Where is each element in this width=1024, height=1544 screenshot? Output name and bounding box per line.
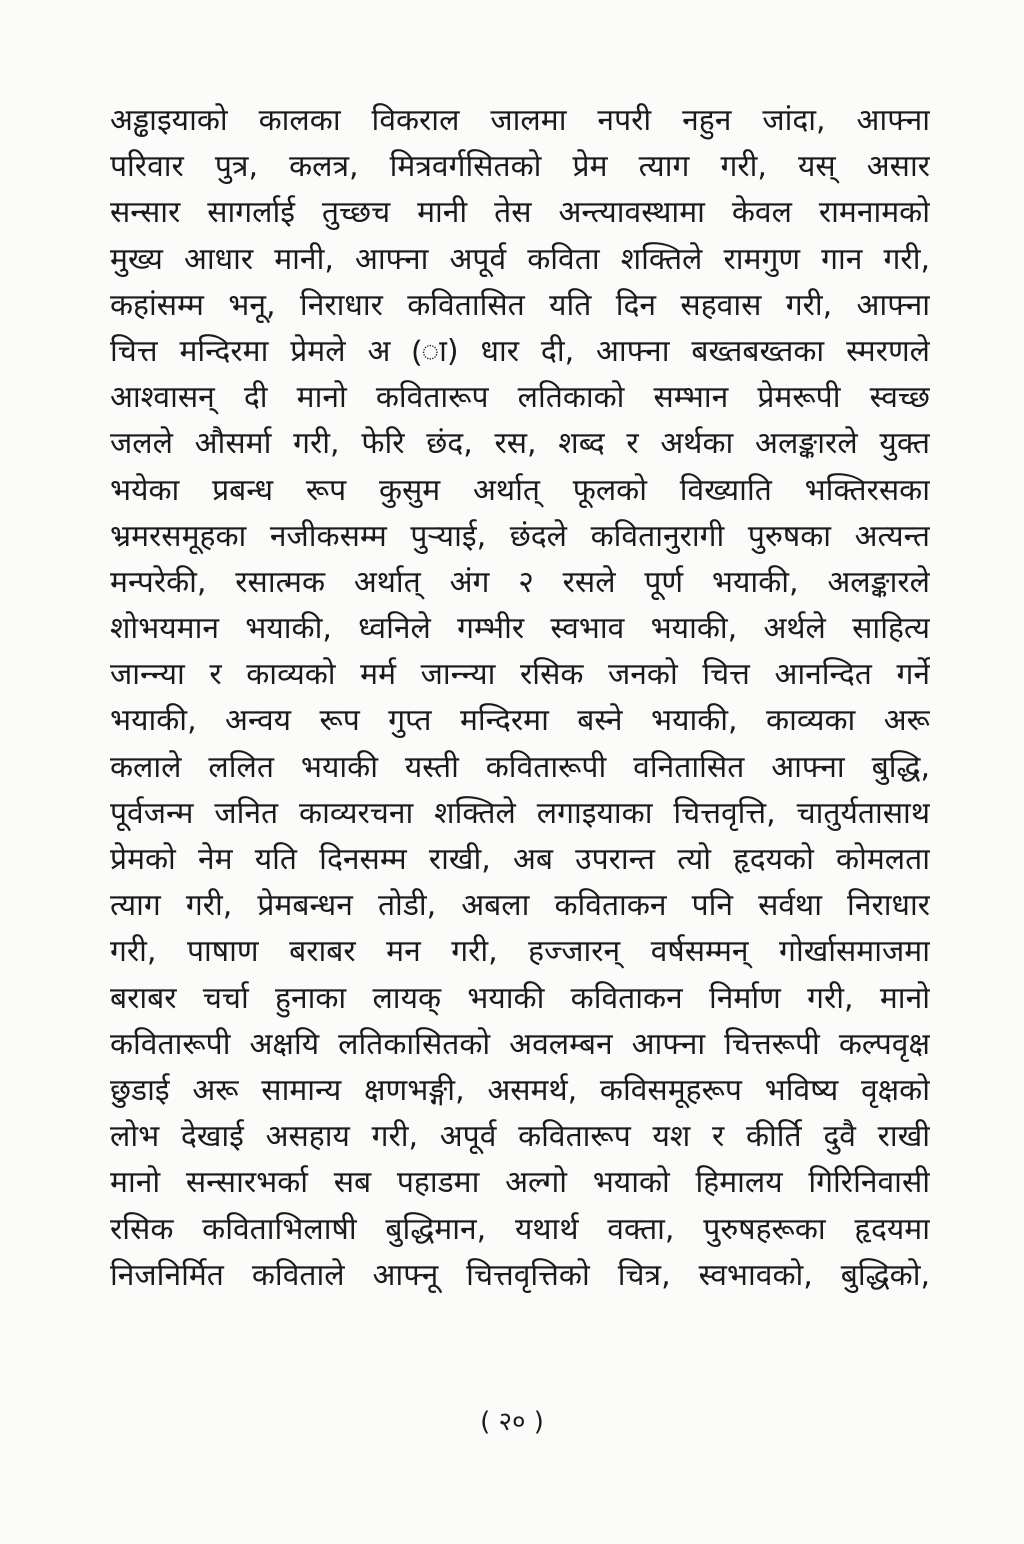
text-line: रसिक कविताभिलाषी बुद्धिमान, यथार्थ वक्ता, पुरुषहरूका हृदयमा [110, 1211, 930, 1247]
text-line: छुडाई अरू सामान्य क्षणभङ्गी, असमर्थ, कविसमूहरूप भविष्य वृक्षको [110, 1072, 930, 1108]
text-line: भयाकी, अन्वय रूप गुप्त मन्दिरमा बस्ने भयाकी, काव्यका अरू [110, 703, 930, 739]
text-line: जान्न्या र काव्यको मर्म जान्न्या रसिक जनको चित्त आनन्दित गर्ने [110, 657, 930, 693]
text-line: भ्रमरसमूहका नजीकसम्म पुऱ्याई, छंदले कवितानुरागी पुरुषका अत्यन्त [110, 518, 930, 554]
text-line: मुख्य आधार मानी, आफ्ना अपूर्व कविता शक्तिले रामगुण गान गरी, [110, 241, 930, 277]
text-line: कलाले ललित भयाकी यस्ती कवितारूपी वनितासित आफ्ना बुद्धि, [110, 749, 930, 785]
text-line: चित्त मन्दिरमा प्रेमले अ (ा) धार दी, आफ्ना बख्तबख्तका स्मरणले [110, 333, 930, 369]
text-line: बराबर चर्चा हुनाका लायक् भयाकी कविताकन निर्माण गरी, मानो [110, 980, 930, 1016]
text-line: निजनिर्मित कविताले आफ्नू चित्तवृत्तिको चित्र, स्वभावको, बुद्धिको, [110, 1257, 930, 1293]
text-line: कवितारूपी अक्षयि लतिकासितको अवलम्बन आफ्ना चित्तरूपी कल्पवृक्ष [110, 1026, 930, 1062]
page-number: ( २० ) [480, 1407, 544, 1437]
text-line: परिवार पुत्र, कलत्र, मित्रवर्गसितको प्रेम त्याग गरी, यस् असार [110, 149, 930, 185]
text-line: मन्परेकी, रसात्मक अर्थात् अंग २ रसले पूर्ण भयाकी, अलङ्कारले [110, 564, 930, 600]
text-line: लोभ देखाई असहाय गरी, अपूर्व कवितारूप यश र कीर्ति दुवै राखी [110, 1119, 930, 1155]
text-line: सन्सार सागर्लाई तुच्छच मानी तेस अन्त्यावस्थामा केवल रामनामको [110, 195, 930, 231]
text-line: कहांसम्म भनू, निराधार कवितासित यति दिन सहवास गरी, आफ्ना [110, 287, 930, 323]
body-text [110, 98, 930, 1299]
text-line: भयेका प्रबन्ध रूप कुसुम अर्थात् फूलको विख्याति भक्तिरसका [110, 472, 930, 508]
text-line: त्याग गरी, प्रेमबन्धन तोडी, अबला कविताकन पनि सर्वथा निराधार [110, 888, 930, 924]
text-line: शोभयमान भयाकी, ध्वनिले गम्भीर स्वभाव भयाकी, अर्थले साहित्य [110, 611, 930, 647]
text-line: मानो सन्सारभर्का सब पहाडमा अल्गो भयाको हिमालय गिरिनिवासी [110, 1165, 930, 1201]
text-line: जलले औसर्मा गरी, फेरि छंद, रस, शब्द र अर्थका अलङ्कारले युक्त [110, 426, 930, 462]
text-line: गरी, पाषाण बराबर मन गरी, हज्जारन् वर्षसम्मन् गोर्खासमाजमा [110, 934, 930, 970]
text-line: पूर्वजन्म जनित काव्यरचना शक्तिले लगाइयाका चित्तवृत्ति, चातुर्यतासाथ [110, 795, 930, 831]
text-line: प्रेमको नेम यति दिनसम्म राखी, अब उपरान्त त्यो हृदयको कोमलता [110, 842, 930, 877]
text-line: अड्ढाइयाको कालका विकराल जालमा नपरी नहुन जांदा, आफ्ना [110, 103, 930, 138]
text-line: आश्वासन् दी मानो कवितारूप लतिकाको सम्भान प्रेमरूपी स्वच्छ [110, 380, 930, 416]
